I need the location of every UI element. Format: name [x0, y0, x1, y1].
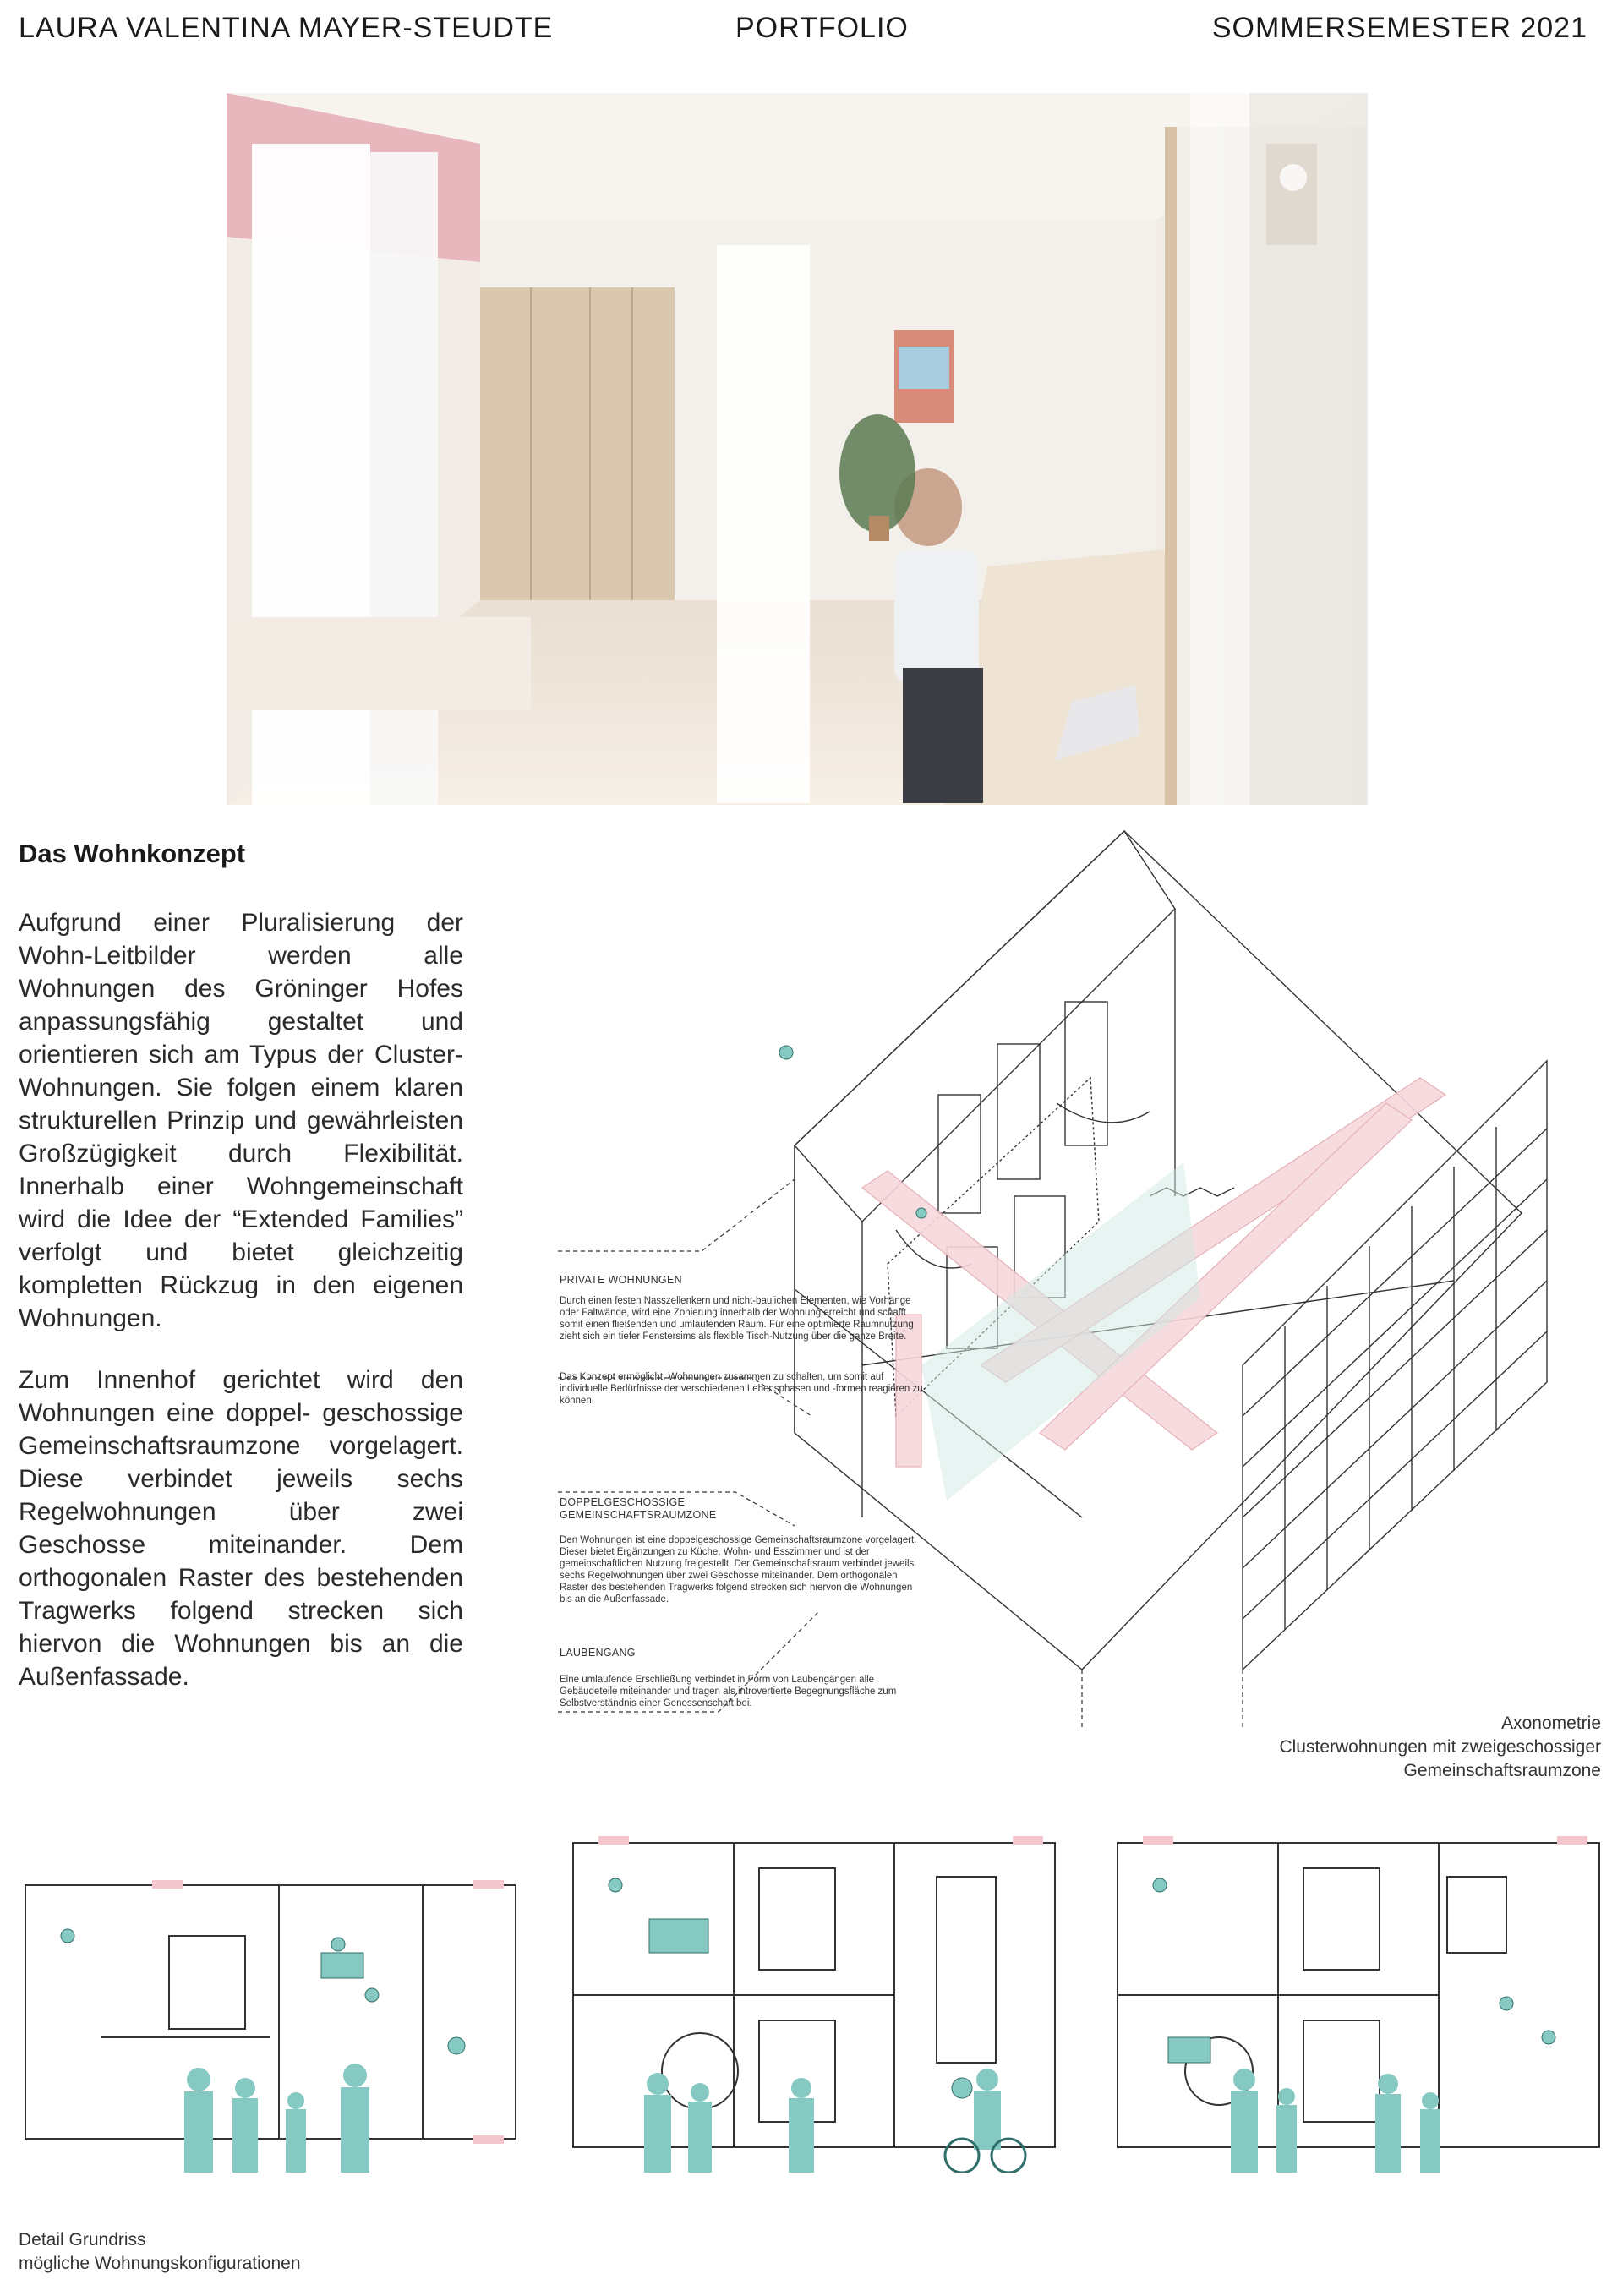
author-name: LAURA VALENTINA MAYER-STEUDTE	[19, 12, 554, 44]
axonometry-caption-line2: Clusterwohnungen mit zweigeschossiger	[1279, 1737, 1601, 1757]
annotation-heading-community: DOPPELGESCHOSSIGE GEMEINSCHAFTSRAUMZONE	[560, 1496, 717, 1521]
floor-plan-2	[565, 1826, 1063, 2173]
axonometry-caption	[1279, 1712, 1601, 1783]
floor-plan-caption	[19, 2228, 301, 2276]
concept-paragraph-1: Aufgrund einer Pluralisierung der Wohn-Leitbilder werden alle Wohnungen des Gröninger Hofes anpassungsfähig gestaltet und orientieren sich am Typus der Cluster-Wohnungen. Sie folgen einem klaren strukturellen Prinzip und gewährleisten Großzügigkeit durch Flexibilität. Innerhalb einer Wohngemeinschaft wird die Idee der “Extended Families” verfolgt und bietet gleichzeitig kompletten Rückzug in den eigenen Wohnungen.	[19, 909, 463, 1332]
floor-plan-3	[1109, 1826, 1608, 2173]
annotation-text-private: Durch einen festen Nasszellenkern und nicht-baulichen Elementen, wie Vorhänge oder Faltwände, wird eine Zonierung innerhalb der Wohnung erreicht und schafft somit einen fließenden und umlaufenden Raum. Für eine optimierte Raumnutzung zieht sich ein tiefer Fenstersims als flexible Tisch-Nutzung über die ganze Breite.	[560, 1296, 914, 1342]
annotation-heading-private: PRIVATE WOHNUNGEN	[560, 1274, 682, 1286]
section-title: Das Wohnkonzept	[19, 839, 246, 868]
floor-plan-caption-line1: Detail Grundriss	[19, 2230, 146, 2250]
axonometry-caption-line1: Axonometrie	[1501, 1714, 1601, 1733]
annotation-text-community: Den Wohnungen ist eine doppelgeschossige Gemeinschaftsraumzone vorgelagert. Dieser bietet Ergänzungen zu Küche, Wohn- und Esszimmer und ist der gemeinschaftlichen Nutzung freigestellt. Der Gemeinschaftsraum verbindet jeweils sechs Regelwohnungen über zwei Geschosse miteinander. Dem orthogonalen Raster des bestehenden Tragwerks folgend strecken sich hiervon die Wohnungen bis an die Außenfassade.	[560, 1535, 917, 1604]
axonometry-caption-line3: Gemeinschaftsraumzone	[1403, 1761, 1601, 1780]
annotation-heading-laubengang: LAUBENGANG	[560, 1647, 636, 1659]
concept-paragraph-2: Zum Innenhof gerichtet wird den Wohnungen eine doppel- geschossige Gemeinschaftsraumzone vorgelagert. Diese verbindet jeweils sechs Regelwohnungen über zwei Geschosse miteinander. Dem orthogonalen Raster des bestehenden Tragwerks folgend strecken sich hiervon die Wohnungen bis an die Außenfassade.	[19, 1366, 463, 1691]
floor-plan-caption-line2: mögliche Wohnungskonfigurationen	[19, 2254, 301, 2273]
floor-plan-1	[17, 1868, 516, 2173]
annotation-text-private-2: Das Konzept ermöglicht, Wohnungen zusammen zu schalten, um somit auf individuelle Bedürfnisse der verschiedenen Lebensphasen und -formen reagieren zu können.	[560, 1372, 923, 1406]
interior-rendering	[227, 93, 1368, 805]
annotation-text-laubengang: Eine umlaufende Erschließung verbindet in Form von Laubengängen alle Gebäudeteile miteinander und tragen als introvertierte Begegnungsfläche zum Selbstverständnis einer Genossenschaft bei.	[560, 1675, 897, 1708]
semester-label: SOMMERSEMESTER 2021	[1211, 12, 1587, 44]
portfolio-label: PORTFOLIO	[735, 12, 909, 44]
